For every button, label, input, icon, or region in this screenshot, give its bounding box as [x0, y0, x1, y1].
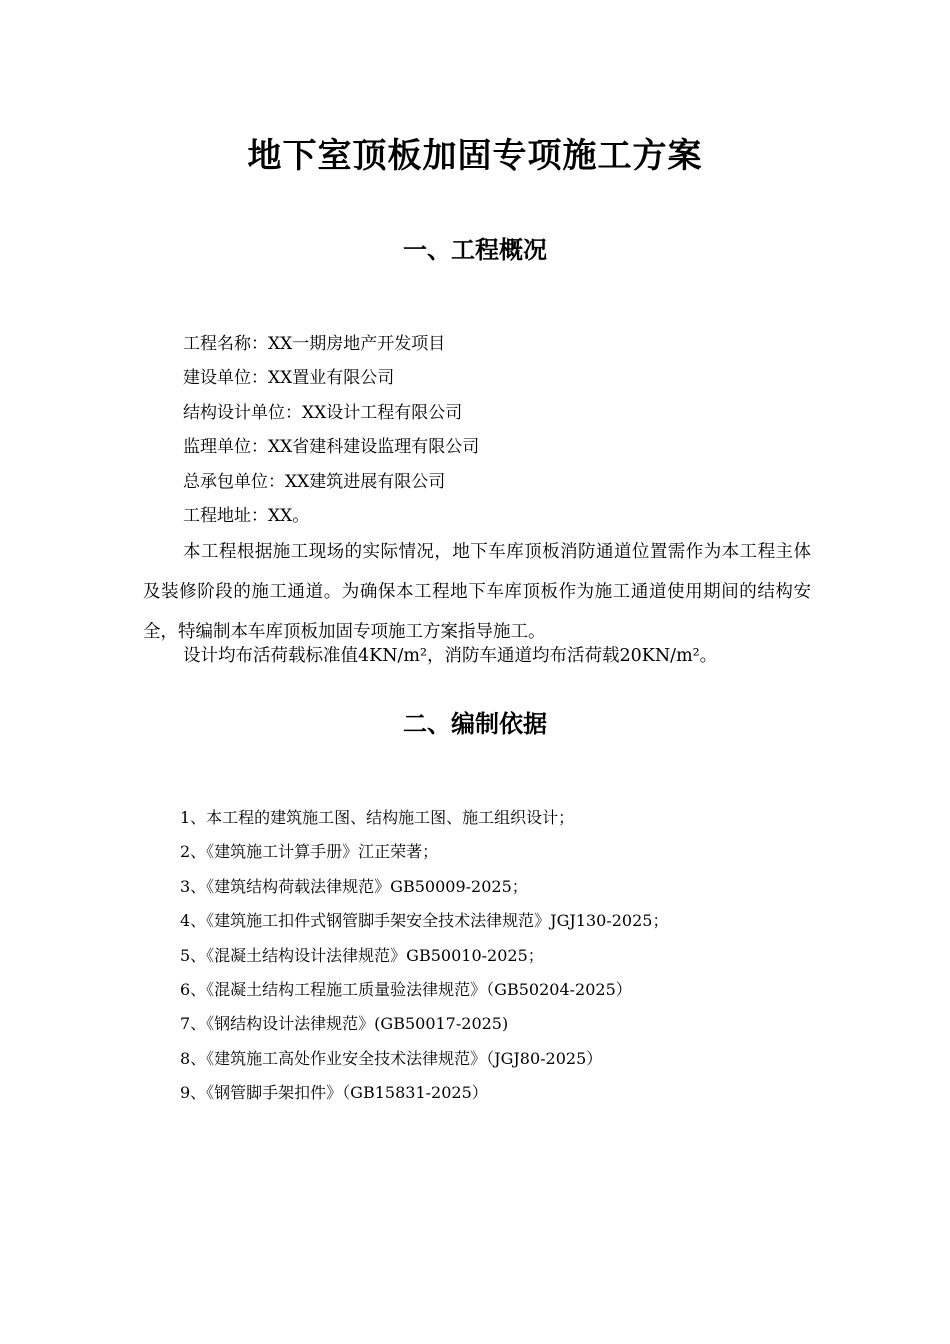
design-load-line: 设计均布活荷载标准值4KN/m²，消防车通道均布活荷载20KN/m²。	[183, 646, 718, 666]
project-address-line: 工程地址：XX。	[183, 505, 310, 526]
general-contractor-line: 总承包单位：XX建筑进展有限公司	[183, 471, 446, 492]
supervisor-line: 监理单位：XX省建科建设监理有限公司	[183, 437, 480, 458]
overview-paragraph: 本工程根据施工现场的实际情况，地下车库顶板消防通道位置需作为本工程主体及装修阶段的施工通道。为确保本工程地下车库顶板作为施工通道使用期间的结构安全，特编制本车库顶板加固专项施工方案指导施工。	[143, 542, 811, 642]
section-heading-basis: 二、编制依据	[403, 709, 547, 738]
reference-item: 9、《钢管脚手架扣件》（GB15831-2025）	[180, 1083, 488, 1103]
structural-designer-line: 结构设计单位：XX设计工程有限公司	[183, 402, 463, 423]
reference-list	[180, 806, 668, 1116]
document-title: 地下室顶板加固专项施工方案	[247, 136, 703, 176]
project-info-list	[183, 332, 479, 538]
reference-item: 1、本工程的建筑施工图、结构施工图、施工组织设计；	[180, 808, 575, 827]
project-name-line: 工程名称：XX一期房地产开发项目	[183, 334, 446, 354]
reference-item: 6、《混凝土结构工程施工质量验法律规范》（GB50204-2025）	[180, 979, 632, 999]
reference-item: 2、《建筑施工计算手册》江正荣著；	[180, 842, 439, 862]
reference-item: 4、《建筑施工扣件式钢管脚手架安全技术法律规范》JGJ130-2025；	[180, 911, 669, 931]
reference-item: 7、《钢结构设计法律规范》(GB50017-2025)	[180, 1014, 509, 1034]
reference-item: 3、《建筑结构荷载法律规范》GB50009-2025；	[180, 876, 528, 896]
reference-item: 8、《建筑施工高处作业安全技术法律规范》（JGJ80-2025）	[180, 1048, 603, 1068]
reference-item: 5、《混凝土结构设计法律规范》GB50010-2025；	[180, 945, 544, 965]
developer-line: 建设单位：XX置业有限公司	[183, 368, 395, 389]
section-heading-overview: 一、工程概况	[403, 235, 547, 264]
